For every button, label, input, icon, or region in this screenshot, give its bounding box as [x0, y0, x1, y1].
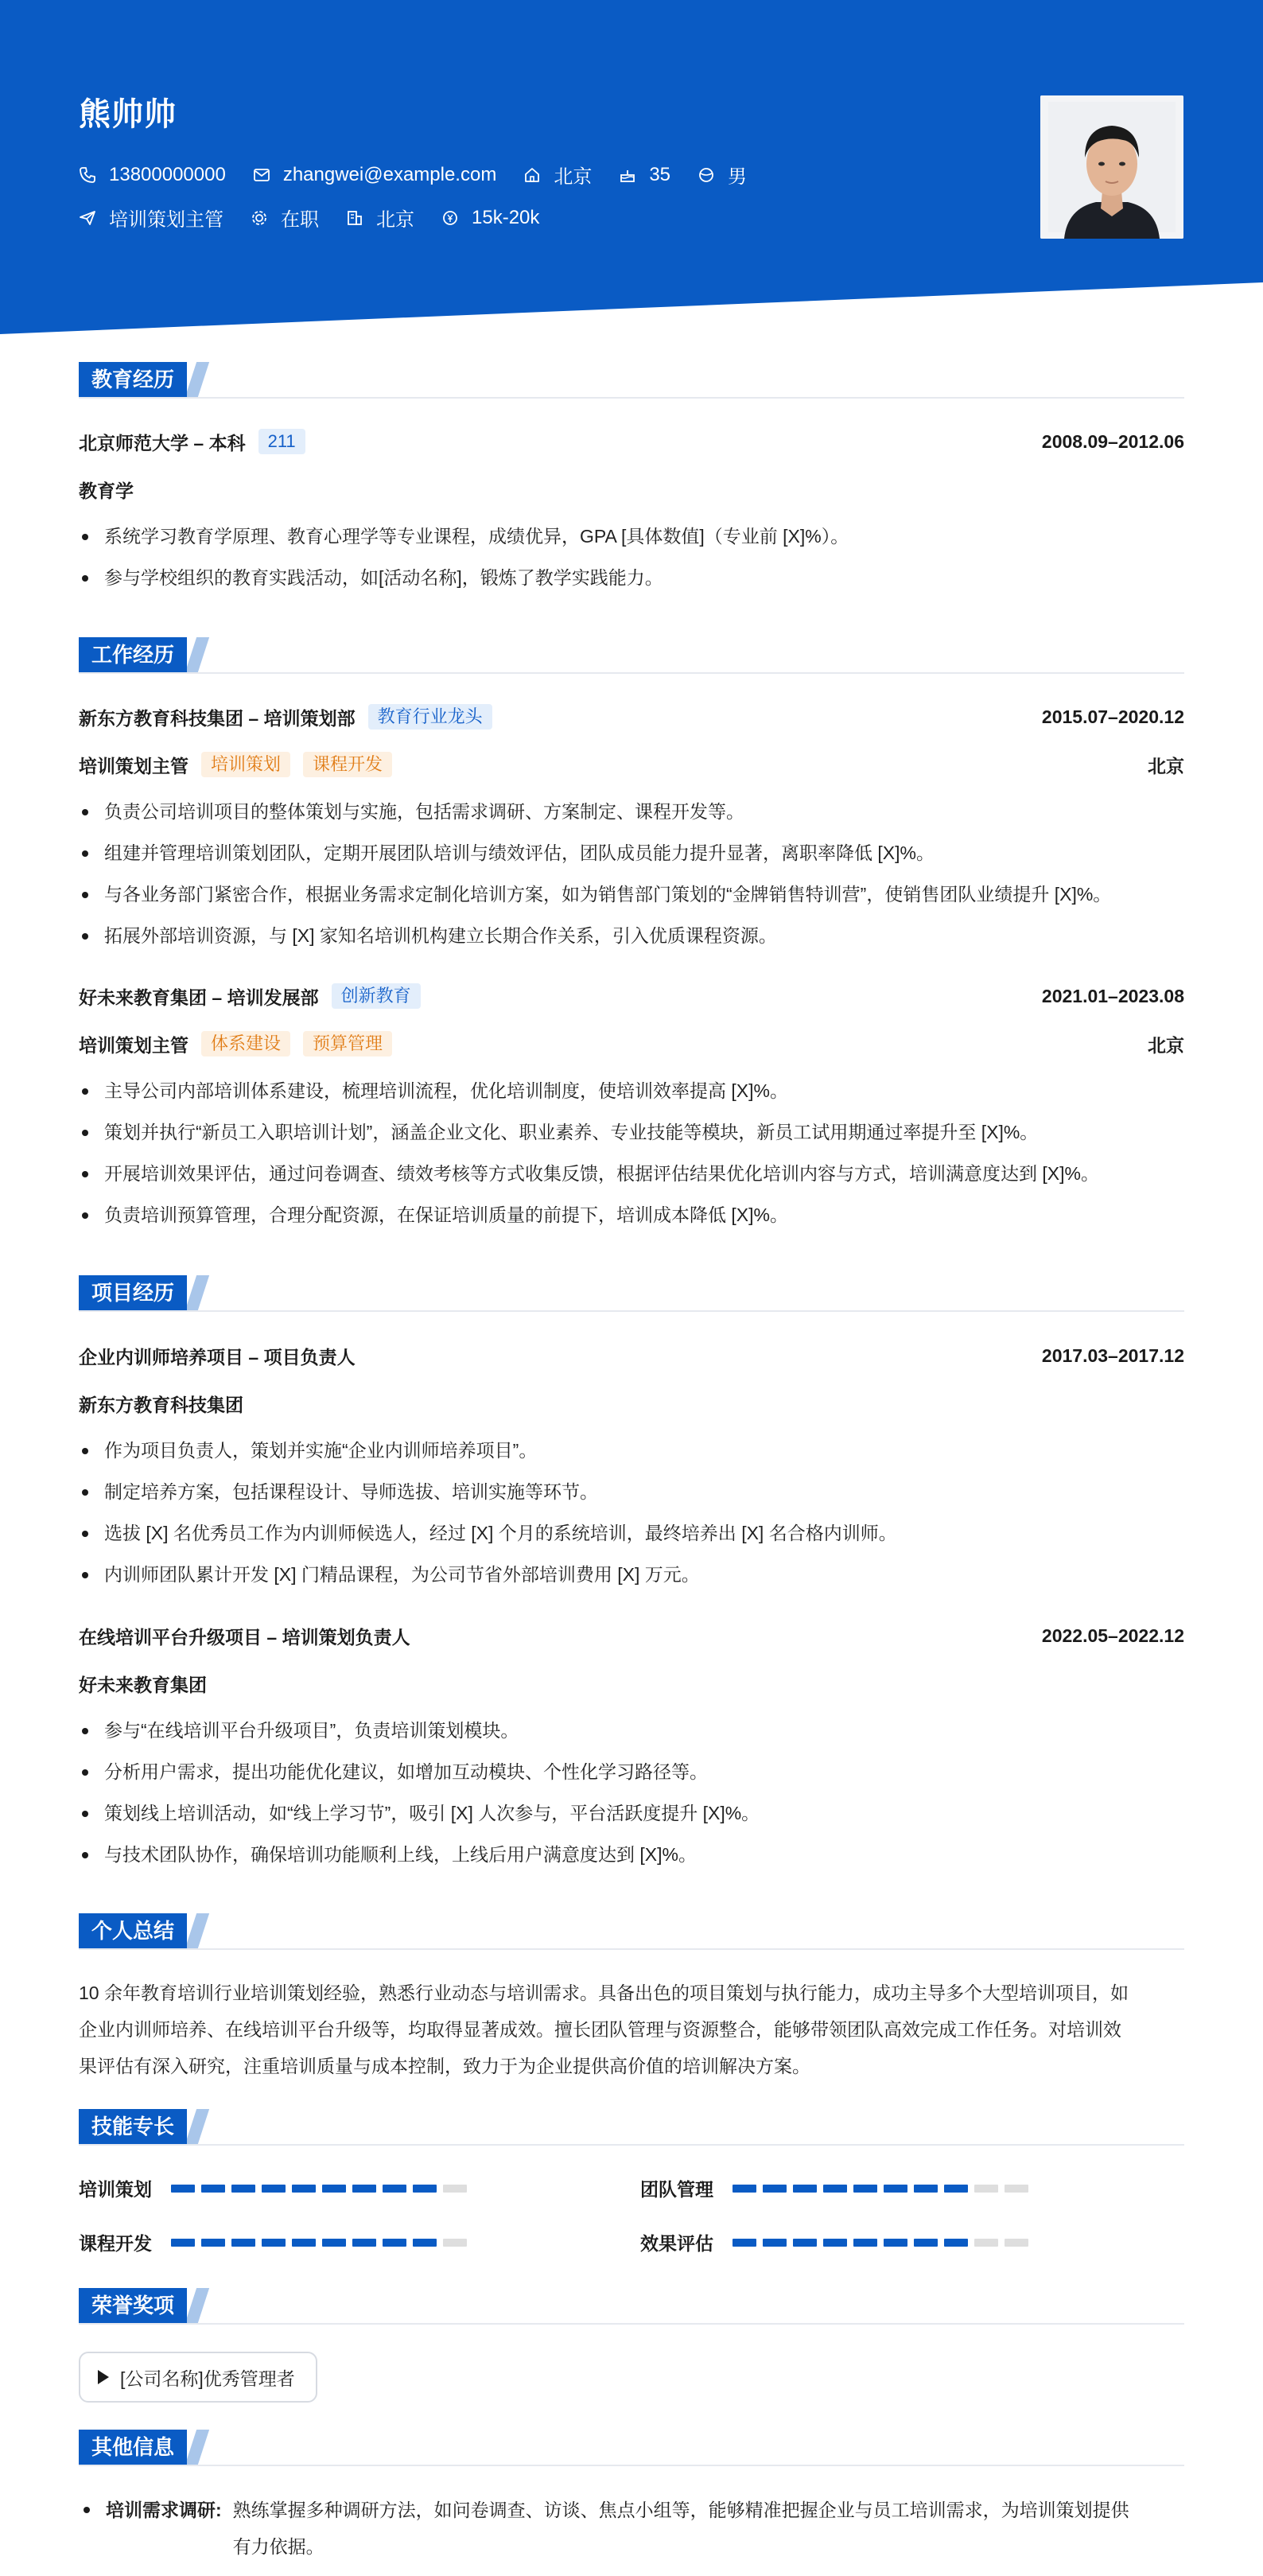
list-item: 分析用户需求，提出功能优化建议，如增加互动模块、个性化学习路径等。 — [79, 1751, 1184, 1792]
project-org: 新东方教育科技集团 — [79, 1394, 243, 1415]
skill-segment-filled — [823, 2185, 847, 2193]
skill-name: 效果评估 — [640, 2233, 713, 2254]
skill-item — [640, 2175, 1035, 2201]
divider — [79, 2144, 1184, 2146]
education-section-title — [79, 362, 1184, 397]
education-row — [79, 428, 1184, 455]
skill-item — [640, 2229, 1035, 2255]
other-title: 其他信息 — [79, 2430, 187, 2465]
skill-tag: 预算管理 — [303, 1031, 392, 1056]
work-section-title — [79, 637, 1184, 672]
cake-icon — [619, 166, 636, 184]
skill-item — [79, 2229, 473, 2255]
list-item: 参与学校组织的教育实践活动，如[活动名称]，锻炼了教学实践能力。 — [79, 557, 1184, 598]
title-decoration — [185, 1275, 209, 1310]
project-org: 好未来教育集团 — [79, 1674, 207, 1695]
skill-segment-filled — [383, 2239, 406, 2247]
skill-segment-filled — [733, 2185, 756, 2193]
gear-icon — [251, 209, 268, 227]
home-icon — [523, 166, 541, 184]
list-item: 策划线上培训活动，如“线上学习节”，吸引 [X] 人次参与，平台活跃度提升 [X]%。 — [79, 1792, 1184, 1834]
list-item: 组建并管理培训策划团队，定期开展团队培训与绩效评估，团队成员能力提升显著，离职率降低 [X]%。 — [79, 832, 1184, 874]
skill-segment-filled — [763, 2185, 787, 2193]
major-name: 教育学 — [79, 480, 134, 501]
list-item: 制定培养方案，包括课程设计、导师选拔、培训实施等环节。 — [79, 1471, 1184, 1512]
skill-segment-filled — [944, 2185, 968, 2193]
salary-item — [441, 207, 539, 229]
skill-bar — [171, 2185, 473, 2193]
skill-segment-empty — [974, 2185, 998, 2193]
location-text: 北京 — [554, 166, 593, 188]
school-name: 北京师范大学 – 本科 — [79, 432, 246, 453]
skill-segment-filled — [231, 2239, 255, 2247]
title-decoration — [185, 362, 209, 397]
list-item: 内训师团队累计开发 [X] 门精品课程，为公司节省外部培训费用 [X] 万元。 — [79, 1554, 1184, 1595]
list-item: 作为项目负责人，策划并实施“企业内训师培养项目”。 — [79, 1430, 1184, 1471]
title-decoration — [185, 2288, 209, 2323]
skill-name: 课程开发 — [79, 2233, 152, 2254]
skill-segment-filled — [171, 2239, 195, 2247]
summary-title: 个人总结 — [79, 1913, 187, 1948]
send-icon — [79, 209, 96, 227]
phone-icon — [79, 166, 96, 184]
gender-item — [698, 161, 747, 189]
avatar — [1040, 95, 1183, 239]
skill-segment-empty — [443, 2239, 467, 2247]
skill-segment-filled — [763, 2239, 787, 2247]
skill-segment-filled — [823, 2239, 847, 2247]
other-item — [79, 2492, 1192, 2565]
education-bullets — [79, 516, 1184, 598]
list-item: 拓展外部培训资源，与 [X] 家知名培训机构建立长期合作关系，引入优质课程资源。 — [79, 915, 1184, 956]
skill-tag: 培训策划 — [201, 752, 290, 777]
title-decoration — [185, 2109, 209, 2144]
skill-segment-filled — [793, 2239, 817, 2247]
skill-segment-filled — [793, 2185, 817, 2193]
awards-section-title — [79, 2288, 1184, 2323]
skill-segment-filled — [322, 2239, 346, 2247]
job-intent-row — [79, 204, 566, 232]
education-date: 2008.09–2012.06 — [1041, 430, 1184, 452]
skill-segment-empty — [443, 2185, 467, 2193]
skill-segment-filled — [171, 2185, 195, 2193]
job-header-row — [79, 983, 1184, 1010]
skill-segment-filled — [884, 2239, 907, 2247]
age-text: 35 — [649, 163, 671, 185]
skill-tag: 体系建设 — [201, 1031, 290, 1056]
email-item — [253, 164, 497, 186]
skill-segment-empty — [1005, 2239, 1028, 2247]
project-name: 在线培训平台升级项目 – 培训策划负责人 — [79, 1626, 410, 1648]
major-row — [79, 476, 1184, 503]
job-position: 培训策划主管 — [79, 1034, 188, 1056]
skill-segment-empty — [1005, 2185, 1028, 2193]
school-badge: 211 — [258, 429, 305, 454]
skill-segment-filled — [914, 2185, 938, 2193]
other-value — [233, 2492, 1187, 2565]
email-text: zhangwei@example.com — [282, 163, 497, 185]
target-city-item — [346, 204, 414, 232]
salary-text: 15k-20k — [472, 206, 540, 228]
status-item — [251, 204, 319, 232]
list-item: 负责培训预算管理，合理分配资源，在保证培训质量的前提下，培训成本降低 [X]%。 — [79, 1194, 1184, 1235]
skill-bar — [733, 2185, 1035, 2193]
skill-segment-filled — [853, 2185, 877, 2193]
list-item: 系统学习教育学原理、教育心理学等专业课程，成绩优异，GPA [具体数值]（专业前 [X]%）。 — [79, 516, 1184, 557]
work-title: 工作经历 — [79, 637, 187, 672]
bullet-dot — [84, 2507, 90, 2513]
job-bullets — [79, 791, 1184, 956]
project-bullets — [79, 1710, 1184, 1875]
job-date: 2015.07–2020.12 — [1041, 706, 1184, 727]
age-item — [619, 164, 670, 186]
list-item: 与技术团队协作，确保培训功能顺利上线，上线后用户满意度达到 [X]%。 — [79, 1834, 1184, 1875]
divider — [79, 672, 1184, 674]
project-name: 企业内训师培养项目 – 项目负责人 — [79, 1346, 356, 1368]
projects-title: 项目经历 — [79, 1275, 187, 1310]
skill-segment-filled — [853, 2239, 877, 2247]
job-position: 培训策划主管 — [79, 755, 188, 776]
target-job-item — [79, 204, 223, 232]
phone-text: 13800000000 — [109, 163, 226, 185]
job-position-row — [79, 751, 1184, 778]
phone-item — [79, 164, 226, 186]
other-key: 培训需求调研: — [106, 2500, 222, 2520]
skill-segment-filled — [413, 2239, 437, 2247]
awards-title: 荣誉奖项 — [79, 2288, 187, 2323]
company-name: 好未来教育集团 – 培训发展部 — [79, 986, 319, 1008]
status-text: 在职 — [281, 209, 319, 231]
project-org-row — [79, 1670, 1184, 1697]
divider — [79, 1948, 1184, 1950]
skills-section-title — [79, 2109, 1184, 2144]
title-decoration — [185, 2430, 209, 2465]
skill-segment-filled — [383, 2185, 406, 2193]
skill-bar — [171, 2239, 473, 2247]
project-org-row — [79, 1390, 1184, 1417]
target-city-text: 北京 — [376, 209, 414, 231]
resume-header — [0, 0, 1263, 334]
job-position-row — [79, 1030, 1184, 1057]
skill-segment-filled — [322, 2185, 346, 2193]
coin-icon — [441, 209, 459, 227]
award-item[interactable] — [79, 2352, 317, 2403]
job-date: 2021.01–2023.08 — [1041, 985, 1184, 1006]
education-title: 教育经历 — [79, 362, 187, 397]
project-header-row — [79, 1622, 1184, 1649]
other-line: 有力依据。 — [232, 2536, 324, 2557]
summary-line: 企业内训师培养、在线培训平台升级等，均取得显著成效。擅长团队管理与资源整合，能够带领团队高效完成工作任务。对培训效 — [79, 2019, 1121, 2040]
job-city: 北京 — [1148, 1034, 1184, 1056]
skill-bar — [733, 2239, 1035, 2247]
profile-photo — [1040, 95, 1183, 239]
mail-icon — [253, 166, 270, 184]
list-item: 选拔 [X] 名优秀员工作为内训师候选人，经过 [X] 个月的系统培训，最终培养出 [X] 名合格内训师。 — [79, 1512, 1184, 1554]
summary-line: 果评估有深入研究，注重培训质量与成本控制，致力于为企业提供高价值的培训解决方案。 — [79, 2056, 810, 2076]
skill-name: 培训策划 — [79, 2179, 152, 2200]
candidate-name: 熊帅帅 — [79, 97, 177, 132]
company-badge: 创新教育 — [332, 983, 421, 1009]
contact-row — [79, 161, 774, 189]
list-item: 负责公司培训项目的整体策划与实施，包括需求调研、方案制定、课程开发等。 — [79, 791, 1184, 832]
company-name: 新东方教育科技集团 – 培训策划部 — [79, 707, 356, 729]
summary-text — [79, 1975, 1192, 2084]
project-date: 2017.03–2017.12 — [1041, 1344, 1184, 1366]
list-item: 参与“在线培训平台升级项目”，负责培训策划模块。 — [79, 1710, 1184, 1751]
skill-item — [79, 2175, 473, 2201]
job-bullets — [79, 1070, 1184, 1235]
project-bullets — [79, 1430, 1184, 1595]
triangle-right-icon — [98, 2370, 109, 2384]
gender-icon — [698, 166, 715, 184]
skill-name: 团队管理 — [640, 2179, 713, 2200]
other-line: 熟练掌握多种调研方法，如问卷调查、访谈、焦点小组等，能够精准把握企业与员工培训需求，为培训策划提供 — [232, 2500, 1129, 2520]
skill-segment-filled — [262, 2239, 286, 2247]
list-item: 与各业务部门紧密合作，根据业务需求定制化培训方案，如为销售部门策划的“金牌销售特训营”，使销售团队业绩提升 [X]%。 — [79, 874, 1184, 915]
skill-tag: 课程开发 — [303, 752, 392, 777]
skill-segment-filled — [352, 2185, 376, 2193]
skill-segment-filled — [292, 2239, 316, 2247]
target-job-text: 培训策划主管 — [109, 209, 223, 231]
skill-segment-filled — [262, 2185, 286, 2193]
divider — [79, 397, 1184, 399]
list-item: 开展培训效果评估，通过问卷调查、绩效考核等方式收集反馈，根据评估结果优化培训内容与方式，培训满意度达到 [X]%。 — [79, 1153, 1184, 1194]
projects-section-title — [79, 1275, 1184, 1310]
list-item: 策划并执行“新员工入职培训计划”，涵盖企业文化、职业素养、专业技能等模块，新员工试用期通过率提升至 [X]%。 — [79, 1111, 1184, 1153]
gender-text: 男 — [728, 166, 748, 188]
divider — [79, 2465, 1184, 2466]
skill-segment-filled — [201, 2239, 225, 2247]
title-decoration — [185, 1913, 209, 1948]
skill-segment-filled — [413, 2185, 437, 2193]
divider — [79, 1310, 1184, 1312]
skill-segment-filled — [201, 2185, 225, 2193]
company-badge: 教育行业龙头 — [368, 704, 492, 730]
skill-segment-filled — [352, 2239, 376, 2247]
other-section-title — [79, 2430, 1184, 2465]
award-text: [公司名称]优秀管理者 — [120, 2368, 295, 2389]
summary-line: 10 余年教育培训行业培训策划经验，熟悉行业动态与培训需求。具备出色的项目策划与执行能力，成功主导多个大型培训项目，如 — [79, 1983, 1129, 2003]
list-item: 主导公司内部培训体系建设，梳理培训流程，优化培训制度，使培训效率提高 [X]%。 — [79, 1070, 1184, 1111]
skill-segment-filled — [944, 2239, 968, 2247]
building-icon — [346, 209, 363, 227]
job-city: 北京 — [1148, 755, 1184, 776]
skill-segment-filled — [231, 2185, 255, 2193]
summary-section-title — [79, 1913, 1184, 1948]
title-decoration — [185, 637, 209, 672]
skills-title: 技能专长 — [79, 2109, 187, 2144]
skill-segment-filled — [733, 2239, 756, 2247]
skill-segment-empty — [974, 2239, 998, 2247]
skill-segment-filled — [292, 2185, 316, 2193]
location-item — [523, 161, 592, 189]
project-header-row — [79, 1342, 1184, 1369]
job-header-row — [79, 703, 1184, 730]
skill-segment-filled — [914, 2239, 938, 2247]
divider — [79, 2323, 1184, 2325]
skill-segment-filled — [884, 2185, 907, 2193]
project-date: 2022.05–2022.12 — [1041, 1625, 1184, 1646]
